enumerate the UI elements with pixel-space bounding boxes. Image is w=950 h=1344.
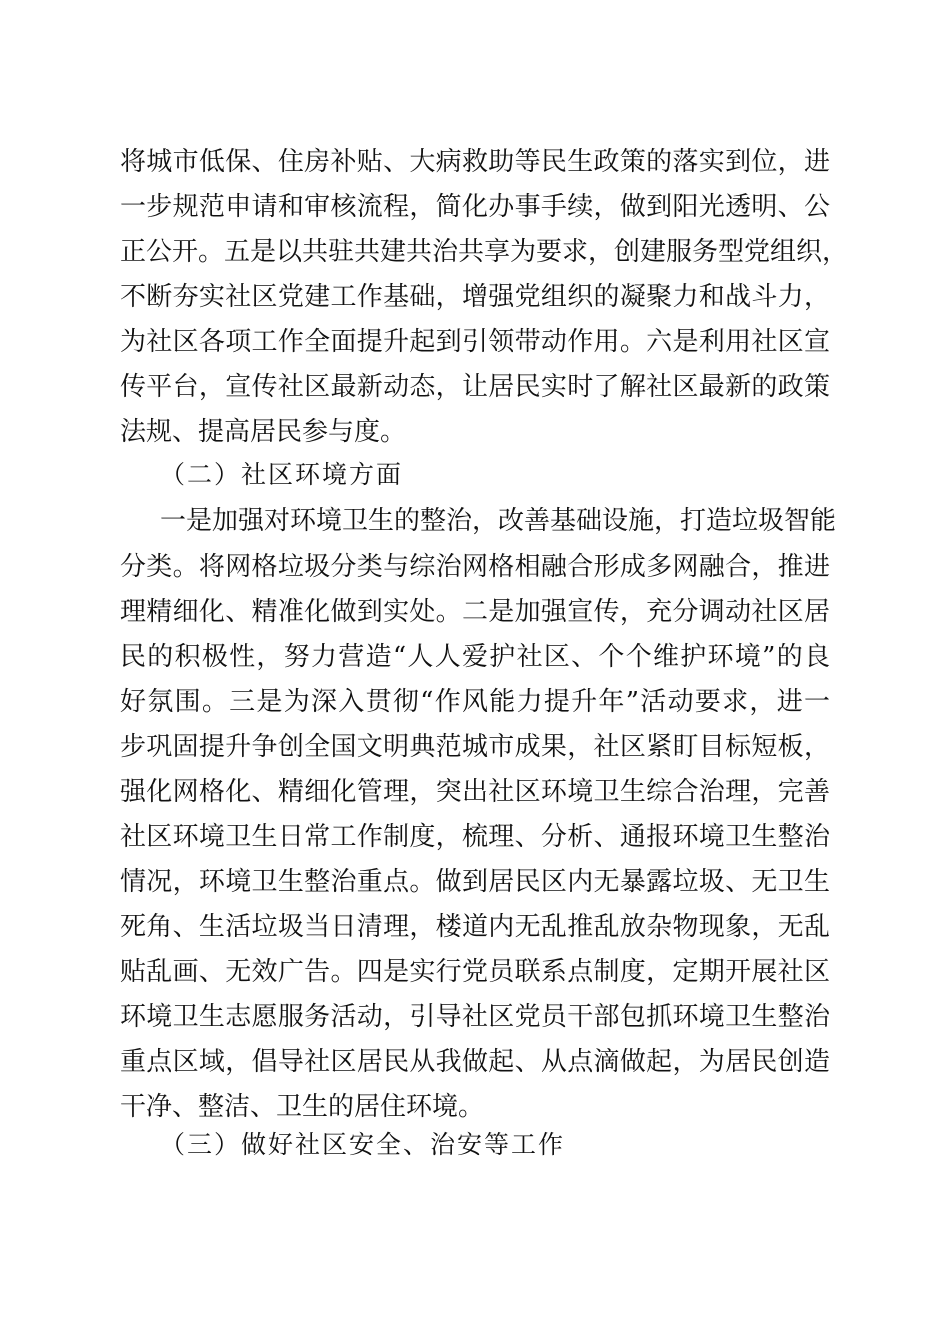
paragraph-line: 情况，环境卫生整治重点。做到居民区内无暴露垃圾、无卫生 <box>120 867 830 897</box>
paragraph-line: 环境卫生志愿服务活动，引导社区党员干部包抓环境卫生整治 <box>120 1002 830 1032</box>
paragraph-line: 死角、生活垃圾当日清理，楼道内无乱推乱放杂物现象，无乱 <box>120 912 830 942</box>
paragraph-line: 分类。将网格垃圾分类与综治网格相融合形成多网融合，推进 <box>120 552 830 582</box>
paragraph-line: 正公开。五是以共驻共建共治共享为要求，创建服务型党组织， <box>120 237 849 267</box>
paragraph-line: 好氛围。三是为深入贯彻“作风能力提升年”活动要求，进一 <box>120 687 830 717</box>
paragraph-line: 步巩固提升争创全国文明典范城市成果，社区紧盯目标短板， <box>120 732 830 762</box>
paragraph-line: 强化网格化、精细化管理，突出社区环境卫生综合治理，完善 <box>120 777 830 807</box>
paragraph-line: 一是加强对环境卫生的整治，改善基础设施，打造垃圾智能 <box>160 506 837 536</box>
paragraph-line: 不断夯实社区党建工作基础，增强党组织的凝聚力和战斗力， <box>120 282 830 312</box>
paragraph-line: 贴乱画、无效广告。四是实行党员联系点制度，定期开展社区 <box>120 957 830 987</box>
paragraph-line: 将城市低保、住房补贴、大病救助等民生政策的落实到位，进 <box>120 147 830 177</box>
paragraph-line: 为社区各项工作全面提升起到引领带动作用。六是利用社区宣 <box>120 327 830 357</box>
paragraph-line: 重点区域，倡导社区居民从我做起、从点滴做起，为居民创造 <box>120 1047 830 1077</box>
paragraph-line: 一步规范申请和审核流程，简化办事手续，做到阳光透明、公 <box>120 192 830 222</box>
paragraph-line: 传平台，宣传社区最新动态，让居民实时了解社区最新的政策 <box>120 372 830 402</box>
section-heading: （三）做好社区安全、治安等工作 <box>160 1130 566 1159</box>
paragraph-line: 法规、提高居民参与度。 <box>120 417 407 447</box>
paragraph-line: 社区环境卫生日常工作制度，梳理、分析、通报环境卫生整治 <box>120 822 830 852</box>
paragraph-line: 理精细化、精准化做到实处。二是加强宣传，充分调动社区居 <box>120 597 830 627</box>
paragraph-line: 干净、整洁、卫生的居住环境。 <box>120 1092 485 1122</box>
section-heading: （二）社区环境方面 <box>160 460 404 489</box>
paragraph-line: 民的积极性，努力营造“人人爱护社区、个个维护环境”的良 <box>120 642 830 672</box>
